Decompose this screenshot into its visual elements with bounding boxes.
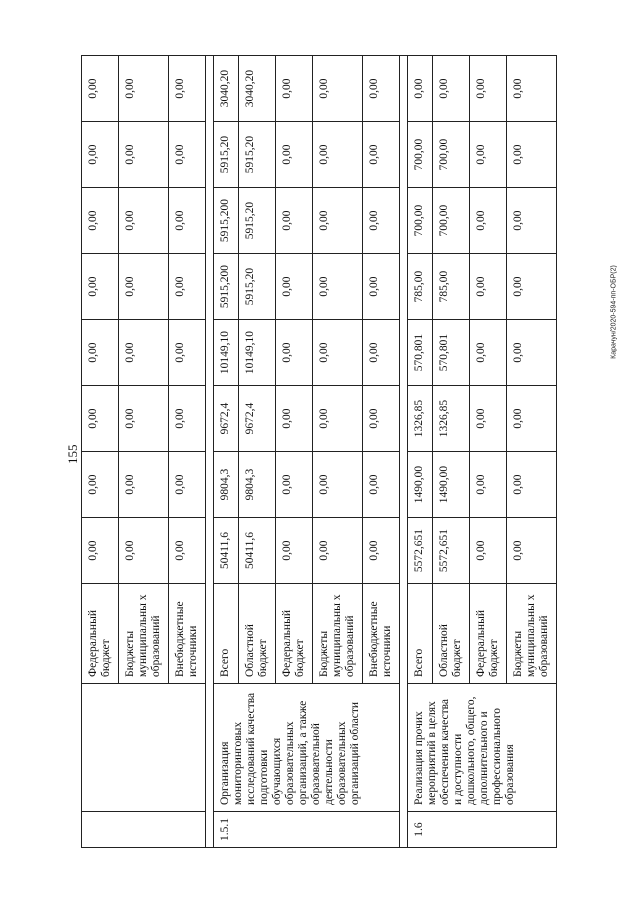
source-cell: Федеральный бюджет bbox=[470, 584, 507, 684]
value-cell: 0,00 bbox=[507, 56, 557, 122]
value-cell: 700,00 bbox=[408, 188, 433, 254]
table-row bbox=[214, 56, 239, 848]
value-cell: 570,801 bbox=[408, 320, 433, 386]
value-cell: 0,00 bbox=[119, 452, 169, 518]
value-cell: 0,00 bbox=[82, 122, 119, 188]
source-cell: Областной бюджет bbox=[239, 584, 276, 684]
value-cell: 0,00 bbox=[507, 254, 557, 320]
table-row bbox=[408, 56, 433, 848]
value-cell: 0,00 bbox=[363, 254, 400, 320]
value-cell: 9804,3 bbox=[214, 452, 239, 518]
value-cell: 1490,00 bbox=[408, 452, 433, 518]
value-cell: 5915,200 bbox=[214, 188, 239, 254]
value-cell: 3040,20 bbox=[239, 56, 276, 122]
value-cell: 570,801 bbox=[433, 320, 470, 386]
value-cell: 0,00 bbox=[276, 56, 313, 122]
value-cell: 0,00 bbox=[363, 320, 400, 386]
value-cell: 0,00 bbox=[313, 56, 363, 122]
value-cell: 0,00 bbox=[82, 320, 119, 386]
page-number: 155 bbox=[65, 444, 80, 464]
row-number: 1.5.1 bbox=[214, 812, 400, 848]
stamp-text: Карачун/2020-594-пп-ОБР(2) bbox=[610, 265, 618, 359]
table-row bbox=[82, 56, 119, 848]
value-cell: 0,00 bbox=[169, 122, 206, 188]
value-cell: 0,00 bbox=[470, 518, 507, 584]
source-cell: Федеральный бюджет bbox=[276, 584, 313, 684]
rotated-page bbox=[65, 44, 603, 848]
value-cell: 9672,4 bbox=[239, 386, 276, 452]
value-cell: 50411,6 bbox=[239, 518, 276, 584]
value-cell: 0,00 bbox=[82, 518, 119, 584]
value-cell: 3040,20 bbox=[214, 56, 239, 122]
value-cell: 0,00 bbox=[363, 386, 400, 452]
value-cell: 0,00 bbox=[169, 254, 206, 320]
value-cell: 0,00 bbox=[313, 452, 363, 518]
value-cell: 0,00 bbox=[507, 122, 557, 188]
source-cell: Всего bbox=[408, 584, 433, 684]
activity-name: Организация мониторинговых исследований качества подготовки обучающихся образовательных организаций, а также образовательной деятельности образовательных организаций области bbox=[214, 684, 400, 812]
value-cell: 0,00 bbox=[276, 320, 313, 386]
value-cell: 0,00 bbox=[119, 518, 169, 584]
value-cell: 0,00 bbox=[169, 56, 206, 122]
value-cell: 0,00 bbox=[363, 122, 400, 188]
value-cell: 0,00 bbox=[276, 122, 313, 188]
value-cell: 700,00 bbox=[433, 122, 470, 188]
source-cell: Областной бюджет bbox=[433, 584, 470, 684]
value-cell: 700,00 bbox=[433, 188, 470, 254]
value-cell: 0,00 bbox=[82, 188, 119, 254]
value-cell: 0,00 bbox=[363, 518, 400, 584]
value-cell: 0,00 bbox=[507, 320, 557, 386]
value-cell: 5572,651 bbox=[408, 518, 433, 584]
value-cell: 5915,20 bbox=[239, 254, 276, 320]
value-cell: 0,00 bbox=[313, 122, 363, 188]
value-cell: 10149,10 bbox=[239, 320, 276, 386]
value-cell: 5915,20 bbox=[214, 122, 239, 188]
value-cell: 0,00 bbox=[470, 188, 507, 254]
source-cell: Бюджеты муниципальны х образований bbox=[313, 584, 363, 684]
value-cell: 0,00 bbox=[433, 56, 470, 122]
top-name-cell bbox=[82, 684, 206, 812]
value-cell: 9672,4 bbox=[214, 386, 239, 452]
value-cell: 5915,20 bbox=[239, 122, 276, 188]
value-cell: 5915,200 bbox=[214, 254, 239, 320]
row-number: 1.6 bbox=[408, 812, 557, 848]
value-cell: 0,00 bbox=[276, 188, 313, 254]
row-separator bbox=[206, 56, 214, 848]
separator-cell bbox=[206, 56, 214, 848]
value-cell: 0,00 bbox=[276, 518, 313, 584]
row-separator bbox=[400, 56, 408, 848]
value-cell: 0,00 bbox=[119, 188, 169, 254]
value-cell: 5915,20 bbox=[239, 188, 276, 254]
value-cell: 0,00 bbox=[507, 188, 557, 254]
value-cell: 1326,85 bbox=[408, 386, 433, 452]
value-cell: 1490,00 bbox=[433, 452, 470, 518]
value-cell: 0,00 bbox=[82, 386, 119, 452]
value-cell: 0,00 bbox=[507, 452, 557, 518]
source-cell: Федеральный бюджет bbox=[82, 584, 119, 684]
value-cell: 0,00 bbox=[313, 386, 363, 452]
value-cell: 0,00 bbox=[408, 56, 433, 122]
source-cell: Внебюджетные источники bbox=[363, 584, 400, 684]
value-cell: 0,00 bbox=[119, 122, 169, 188]
value-cell: 0,00 bbox=[470, 386, 507, 452]
value-cell: 0,00 bbox=[363, 56, 400, 122]
value-cell: 0,00 bbox=[82, 452, 119, 518]
value-cell: 0,00 bbox=[169, 188, 206, 254]
value-cell: 0,00 bbox=[470, 254, 507, 320]
value-cell: 0,00 bbox=[82, 56, 119, 122]
top-number-cell bbox=[82, 812, 206, 848]
value-cell: 0,00 bbox=[313, 518, 363, 584]
value-cell: 700,00 bbox=[408, 122, 433, 188]
value-cell: 0,00 bbox=[169, 452, 206, 518]
value-cell: 10149,10 bbox=[214, 320, 239, 386]
value-cell: 0,00 bbox=[363, 452, 400, 518]
value-cell: 0,00 bbox=[169, 320, 206, 386]
value-cell: 0,00 bbox=[470, 56, 507, 122]
activity-name: Реализация прочих мероприятий в целях обеспечения качества и доступности дошкольного, общего, дополнительного и профессионального образования bbox=[408, 684, 557, 812]
value-cell: 0,00 bbox=[313, 254, 363, 320]
value-cell: 0,00 bbox=[119, 56, 169, 122]
value-cell: 0,00 bbox=[470, 452, 507, 518]
value-cell: 0,00 bbox=[507, 518, 557, 584]
value-cell: 0,00 bbox=[119, 320, 169, 386]
value-cell: 0,00 bbox=[470, 122, 507, 188]
value-cell: 0,00 bbox=[507, 386, 557, 452]
source-cell: Бюджеты муниципальны х образований bbox=[507, 584, 557, 684]
value-cell: 0,00 bbox=[276, 386, 313, 452]
value-cell: 0,00 bbox=[470, 320, 507, 386]
source-cell: Бюджеты муниципальны х образований bbox=[119, 584, 169, 684]
document-sheet bbox=[65, 44, 603, 848]
value-cell: 50411,6 bbox=[214, 518, 239, 584]
value-cell: 785,00 bbox=[408, 254, 433, 320]
value-cell: 0,00 bbox=[169, 518, 206, 584]
value-cell: 9804,3 bbox=[239, 452, 276, 518]
value-cell: 0,00 bbox=[276, 452, 313, 518]
value-cell: 0,00 bbox=[119, 254, 169, 320]
value-cell: 785,00 bbox=[433, 254, 470, 320]
value-cell: 0,00 bbox=[276, 254, 313, 320]
value-cell: 0,00 bbox=[169, 386, 206, 452]
value-cell: 1326,85 bbox=[433, 386, 470, 452]
value-cell: 0,00 bbox=[363, 188, 400, 254]
document-stamp bbox=[609, 242, 619, 382]
value-cell: 5572,651 bbox=[433, 518, 470, 584]
value-cell: 0,00 bbox=[313, 188, 363, 254]
source-cell: Внебюджетные источники bbox=[169, 584, 206, 684]
separator-cell bbox=[400, 56, 408, 848]
value-cell: 0,00 bbox=[119, 386, 169, 452]
value-cell: 0,00 bbox=[82, 254, 119, 320]
budget-table bbox=[81, 55, 557, 848]
value-cell: 0,00 bbox=[313, 320, 363, 386]
source-cell: Всего bbox=[214, 584, 239, 684]
